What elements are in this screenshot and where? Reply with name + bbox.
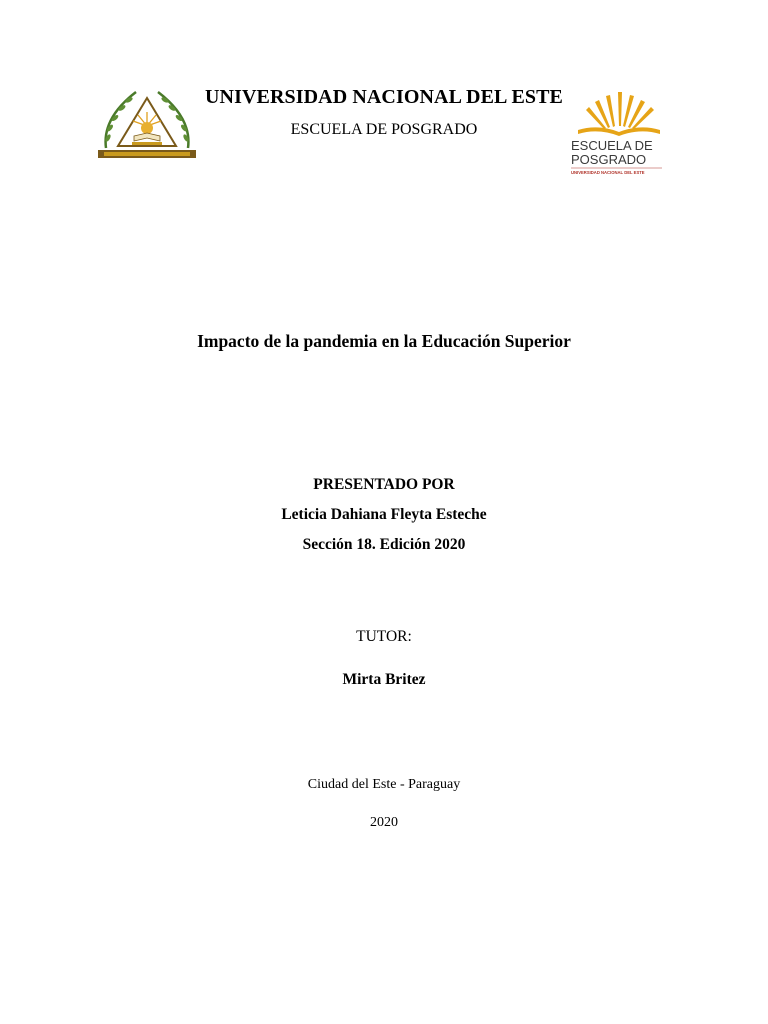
document-title: Impacto de la pandemia en la Educación Superior xyxy=(197,331,571,351)
logo-line3: UNIVERSIDAD NACIONAL DEL ESTE xyxy=(571,170,645,175)
author-name: Leticia Dahiana Fleyta Esteche xyxy=(281,506,487,523)
university-title: UNIVERSIDAD NACIONAL DEL ESTE xyxy=(205,86,563,108)
logo-line1: ESCUELA DE xyxy=(571,138,653,153)
section-edition: Sección 18. Edición 2020 xyxy=(302,536,466,553)
school-title: ESCUELA DE POSGRADO xyxy=(290,121,478,138)
logo-line2: POSGRADO xyxy=(571,152,647,167)
year: 2020 xyxy=(370,815,398,830)
city-country: Ciudad del Este - Paraguay xyxy=(307,777,461,792)
university-seal-icon xyxy=(96,88,198,164)
tutor-name: Mirta Britez xyxy=(342,671,426,688)
presented-by-label: PRESENTADO POR xyxy=(313,476,455,493)
posgrado-logo-icon xyxy=(568,86,670,182)
university-seal-logo xyxy=(96,88,198,164)
tutor-label: TUTOR: xyxy=(356,628,412,645)
posgrado-logo xyxy=(568,86,670,182)
